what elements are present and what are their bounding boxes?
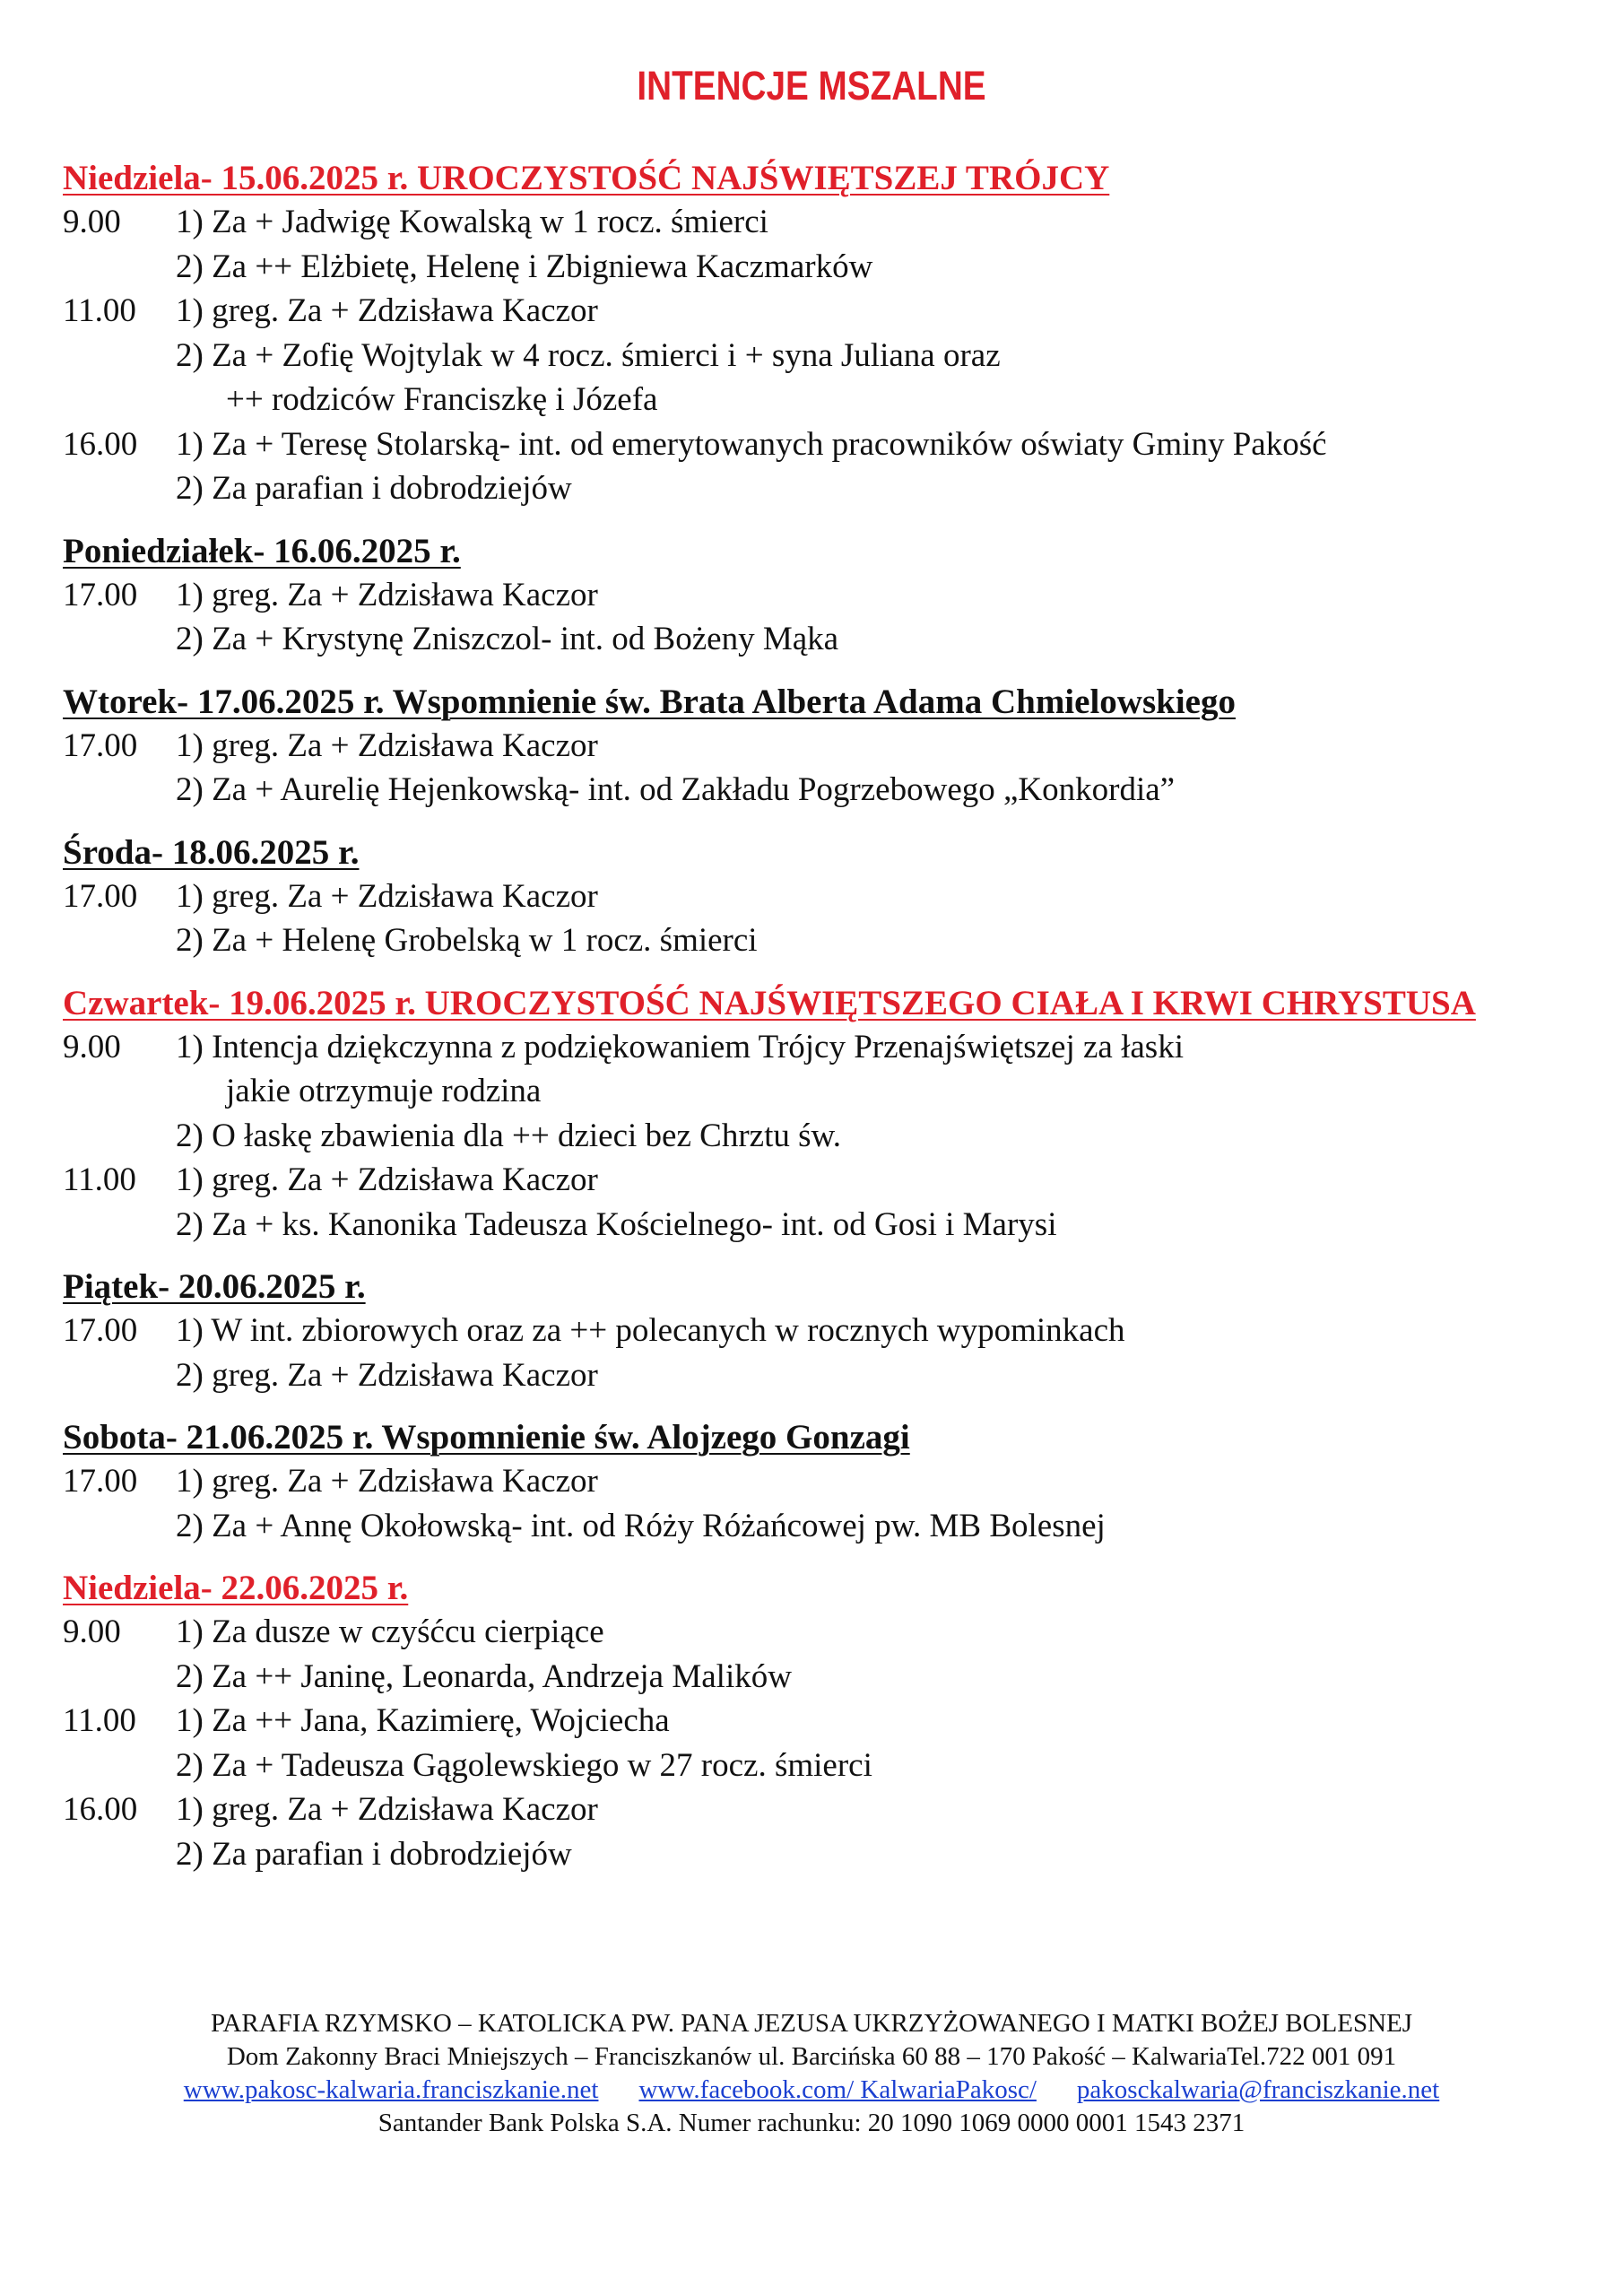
day-heading-text: Piątek- 20.06.2025 r. xyxy=(63,1267,366,1306)
intention-line xyxy=(63,1025,1587,1070)
mass-time: 16.00 xyxy=(63,1791,138,1828)
email-link[interactable]: pakosckalwaria@franciszkanie.net xyxy=(1076,2075,1440,2104)
day-block xyxy=(63,530,1587,662)
footer-links xyxy=(0,2074,1623,2107)
day-heading xyxy=(63,1567,1587,1610)
intention-text: 1) greg. Za + Zdzisława Kaczor xyxy=(176,1161,598,1198)
intention-line xyxy=(63,768,1587,813)
website-link[interactable]: www.pakosc-kalwaria.franciszkanie.net xyxy=(183,2075,599,2104)
intention-line xyxy=(63,1114,1587,1159)
intention-text: jakie otrzymuje rodzina xyxy=(226,1073,542,1109)
day-heading-text: Czwartek- 19.06.2025 r. UROCZYSTOŚĆ NAJŚWIĘTSZEGO CIAŁA I KRWI CHRYSTUSA xyxy=(63,983,1476,1022)
intention-text: 2) O łaskę zbawienia dla ++ dzieci bez Chrztu św. xyxy=(176,1117,842,1154)
day-block xyxy=(63,831,1587,963)
intention-line xyxy=(63,466,1587,511)
intention-text: 1) greg. Za + Zdzisława Kaczor xyxy=(176,292,598,329)
intention-text: 2) Za + Annę Okołowską- int. od Róży Różańcowej pw. MB Bolesnej xyxy=(176,1507,1106,1544)
mass-time: 11.00 xyxy=(63,1702,136,1739)
day-heading xyxy=(63,157,1587,200)
mass-time: 17.00 xyxy=(63,1312,138,1349)
intention-line xyxy=(63,1069,1587,1114)
parish-name: PARAFIA RZYMSKO – KATOLICKA PW. PANA JEZUSA UKRZYŻOWANEGO I MATKI BOŻEJ BOLESNEJ xyxy=(210,2009,1413,2038)
mass-time: 17.00 xyxy=(63,576,138,613)
intention-text: 1) Za + Teresę Stolarską- int. od emerytowanych pracowników oświaty Gminy Pakość xyxy=(176,425,1327,463)
facebook-link[interactable]: www.facebook.com/ KalwariaPakosc/ xyxy=(638,2075,1037,2104)
day-heading xyxy=(63,530,1587,573)
intention-line xyxy=(63,1459,1587,1504)
intention-text: 1) W int. zbiorowych oraz za ++ polecanych w rocznych wypominkach xyxy=(176,1312,1125,1349)
intention-line xyxy=(63,1832,1587,1877)
intention-text: 2) Za parafian i dobrodziejów xyxy=(176,470,572,507)
intention-text: 2) Za + Zofię Wojtylak w 4 rocz. śmierci i + syna Juliana oraz xyxy=(176,336,1001,374)
intentions-schedule xyxy=(63,157,1587,1895)
intention-line xyxy=(63,422,1587,467)
intention-text: 1) Za ++ Jana, Kazimierę, Wojciecha xyxy=(176,1702,670,1739)
intention-line xyxy=(63,724,1587,769)
intention-text: 2) Za ++ Janinę, Leonarda, Andrzeja Malików xyxy=(176,1657,792,1695)
intention-line xyxy=(63,200,1587,245)
mass-time: 11.00 xyxy=(63,292,136,329)
mass-time: 9.00 xyxy=(63,1028,121,1065)
intention-line xyxy=(63,1744,1587,1788)
intention-text: 2) Za parafian i dobrodziejów xyxy=(176,1835,572,1873)
day-heading xyxy=(63,1265,1587,1309)
mass-time: 11.00 xyxy=(63,1161,136,1198)
parish-footer xyxy=(0,2007,1623,2140)
day-heading-text: Niedziela- 15.06.2025 r. UROCZYSTOŚĆ NAJŚWIĘTSZEJ TRÓJCY xyxy=(63,159,1110,197)
intention-text: 1) greg. Za + Zdzisława Kaczor xyxy=(176,877,598,915)
intention-line xyxy=(63,1203,1587,1248)
intention-text: 1) Za + Jadwigę Kowalską w 1 rocz. śmierci xyxy=(176,204,768,240)
intention-line xyxy=(63,617,1587,662)
intention-line xyxy=(63,874,1587,919)
intention-text: 1) greg. Za + Zdzisława Kaczor xyxy=(176,726,598,764)
intention-text: 1) greg. Za + Zdzisława Kaczor xyxy=(176,576,598,613)
day-heading-text: Wtorek- 17.06.2025 r. Wspomnienie św. Brata Alberta Adama Chmielowskiego xyxy=(63,682,1236,721)
day-heading-text: Niedziela- 22.06.2025 r. xyxy=(63,1569,409,1607)
mass-time: 17.00 xyxy=(63,726,138,764)
mass-time: 9.00 xyxy=(63,204,121,240)
day-heading xyxy=(63,681,1587,724)
intention-line xyxy=(63,573,1587,618)
intention-line xyxy=(63,245,1587,290)
intention-line xyxy=(63,1699,1587,1744)
day-heading xyxy=(63,982,1587,1025)
intention-line xyxy=(63,1787,1587,1832)
intention-text: 1) Za dusze w czyśćcu cierpiące xyxy=(176,1613,604,1650)
intention-text: 1) greg. Za + Zdzisława Kaczor xyxy=(176,1463,598,1500)
intention-text: 2) greg. Za + Zdzisława Kaczor xyxy=(176,1356,598,1394)
intention-text: ++ rodziców Franciszkę i Józefa xyxy=(226,381,658,418)
day-block xyxy=(63,982,1587,1248)
page-title: INTENCJE MSZALNE xyxy=(637,63,986,109)
day-heading-text: Sobota- 21.06.2025 r. Wspomnienie św. Alojzego Gonzagi xyxy=(63,1418,910,1457)
parish-address: Dom Zakonny Braci Mniejszych – Franciszkanów ul. Barcińska 60 88 – 170 Pakość – KalwariaTel.722 001 091 xyxy=(226,2042,1397,2071)
intention-text: 1) Intencja dziękczynna z podziękowaniem Trójcy Przenajświętszej za łaski xyxy=(176,1028,1184,1065)
intention-line xyxy=(63,334,1587,378)
intention-line xyxy=(63,378,1587,422)
intention-line xyxy=(63,289,1587,334)
intention-line xyxy=(63,1353,1587,1398)
day-block xyxy=(63,1265,1587,1397)
day-block xyxy=(63,1416,1587,1548)
day-heading-text: Poniedziałek- 16.06.2025 r. xyxy=(63,531,461,570)
intention-line xyxy=(63,1610,1587,1655)
intention-text: 2) Za + Aurelię Hejenkowską- int. od Zakładu Pogrzebowego „Konkordia” xyxy=(176,771,1176,808)
day-block xyxy=(63,157,1587,511)
intention-text: 2) Za + ks. Kanonika Tadeusza Kościelnego- int. od Gosi i Marysi xyxy=(176,1205,1057,1243)
mass-time: 9.00 xyxy=(63,1613,121,1650)
intention-line xyxy=(63,1309,1587,1353)
day-block xyxy=(63,681,1587,813)
bank-account: Santander Bank Polska S.A. Numer rachunku: 20 1090 1069 0000 0001 1543 2371 xyxy=(378,2109,1245,2137)
intention-text: 1) greg. Za + Zdzisława Kaczor xyxy=(176,1791,598,1828)
intention-line xyxy=(63,1655,1587,1700)
intention-line xyxy=(63,918,1587,963)
mass-time: 17.00 xyxy=(63,1463,138,1500)
day-heading xyxy=(63,1416,1587,1459)
mass-time: 17.00 xyxy=(63,877,138,915)
mass-time: 16.00 xyxy=(63,425,138,463)
day-block xyxy=(63,1567,1587,1876)
intention-line xyxy=(63,1504,1587,1549)
day-heading-text: Środa- 18.06.2025 r. xyxy=(63,832,360,872)
intention-text: 2) Za ++ Elżbietę, Helenę i Zbigniewa Kaczmarków xyxy=(176,248,873,285)
intention-text: 2) Za + Tadeusza Gągolewskiego w 27 rocz. śmierci xyxy=(176,1746,872,1784)
intention-line xyxy=(63,1158,1587,1203)
intention-text: 2) Za + Krystynę Zniszczol- int. od Bożeny Mąka xyxy=(176,621,839,657)
intention-text: 2) Za + Helenę Grobelską w 1 rocz. śmierci xyxy=(176,922,758,959)
day-heading xyxy=(63,831,1587,874)
